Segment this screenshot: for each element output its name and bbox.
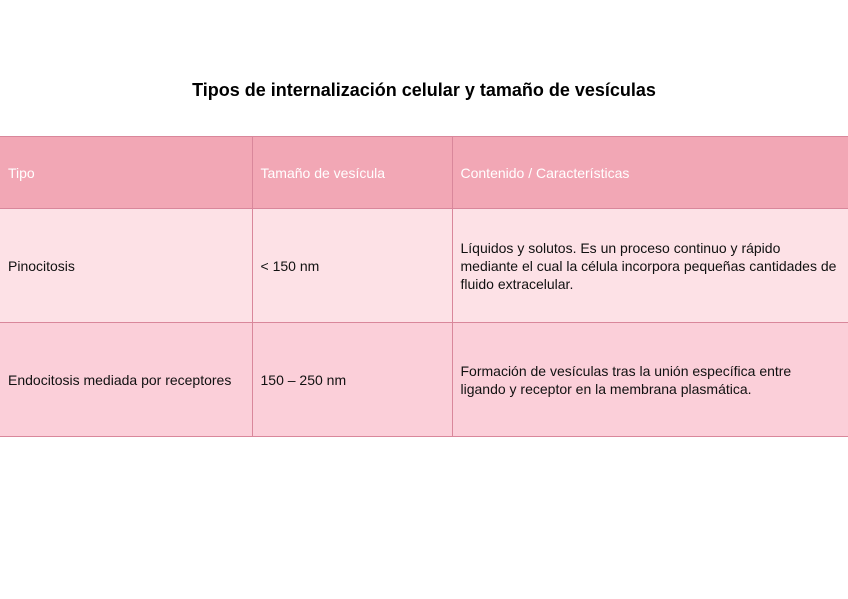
- vesicle-table: [0, 136, 848, 437]
- cell-tamano: < 150 nm: [252, 209, 452, 323]
- cell-tipo: Pinocitosis: [0, 209, 252, 323]
- column-header-tamano: Tamaño de vesícula: [252, 137, 452, 209]
- cell-tamano: 150 – 250 nm: [252, 323, 452, 437]
- page-title: Tipos de internalización celular y tamaño de vesículas: [192, 80, 656, 100]
- cell-tipo: Endocitosis mediada por receptores: [0, 323, 252, 437]
- table-row: [0, 323, 848, 437]
- table-row: [0, 209, 848, 323]
- cell-contenido: Líquidos y solutos. Es un proceso continuo y rápido mediante el cual la célula incorpora pequeñas cantidades de fluido extracelular.: [452, 209, 848, 323]
- column-header-contenido: Contenido / Características: [452, 137, 848, 209]
- cell-contenido: Formación de vesículas tras la unión específica entre ligando y receptor en la membrana plasmática.: [452, 323, 848, 437]
- table-header-row: [0, 137, 848, 209]
- column-header-tipo: Tipo: [0, 137, 252, 209]
